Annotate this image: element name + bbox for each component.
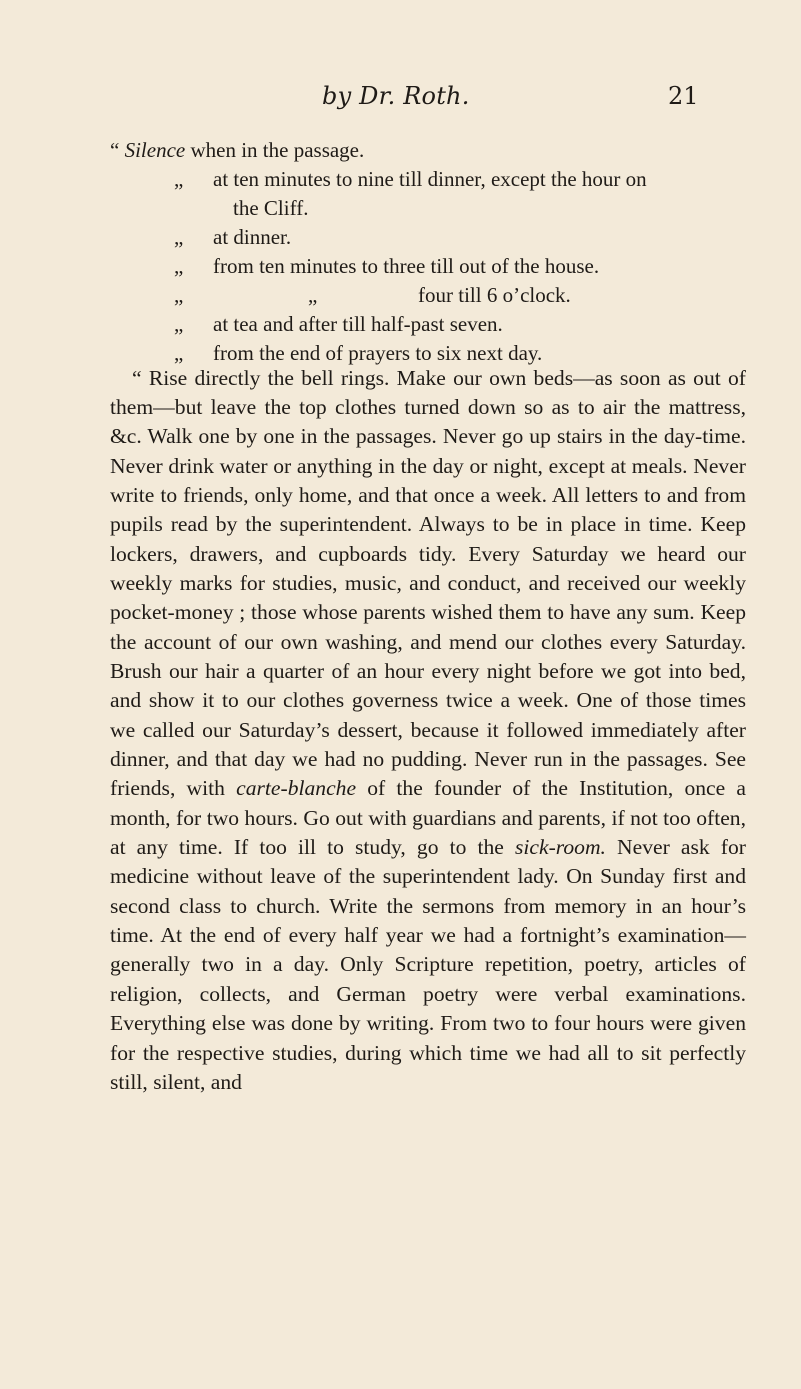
paragraph-text: Rise directly the bell rings. Make our own beds—as soon as out of them—but leave the top clothes turned down so as to air the mattress, &c. Walk one by one in the passages. Never go up stairs in the day-time. Never drink water or anything in the day or night, except at meals. Never write to friends, only home, and that once a week. All letters to and from pupils read by the superintendent. Always to be in place in time. Keep lockers, drawers, and cupboards tidy. Every Saturday we heard our weekly marks for studies, music, and conduct, and received our weekly pocket-money ; those whose parents wished them to have any sum. Keep the account of our own washing, and mend our clothes every Saturday. Brush our hair a quarter of an hour every night before we got into bed, and show it to our clothes governess twice a week. One of those times we called our Saturday’s dessert, because it followed immediately after dinner, and that day we had no pudding. Never run in the passages. See friends, with — [110, 365, 746, 801]
ditto-mark: „ — [174, 341, 184, 365]
rule-line — [110, 281, 750, 310]
opening-quote: “ — [110, 138, 120, 162]
rule-text: at ten minutes to nine till dinner, except the hour on — [213, 167, 647, 191]
rule-text: from the end of prayers to six next day. — [213, 341, 543, 365]
ditto-mark: „ — [174, 283, 184, 307]
paragraph-text: Never ask for medicine without leave of the superintendent lady. On Sunday first and second class to church. Write the sermons from memory in an hour’s time. At the end of every half year we had a fortnight’s examination—generally two in a day. Only Scripture repetition, poetry, articles of religion, collects, and German poetry were verbal examinations. Everything else was done by writing. From two to four hours were given for the respective studies, during which time we had all to sit perfectly still, silent, and — [110, 835, 746, 1094]
ditto-mark: „ — [174, 225, 184, 249]
rule-heading-rest: when in the passage. — [185, 138, 365, 162]
ditto-mark: „ — [308, 283, 318, 307]
rule-line — [110, 310, 750, 339]
rule-text: four till 6 o’clock. — [418, 283, 571, 307]
rule-text: at tea and after till half-past seven. — [213, 312, 503, 336]
ditto-mark: „ — [174, 167, 184, 191]
page-number: 21 — [668, 82, 699, 110]
rule-text: from ten minutes to three till out of the house. — [213, 254, 600, 278]
paragraph-text: of the founder of the Institution, once a month, for two hours. Go out with guardians and parents, if not too often, at any time. If too ill to study, go to the — [110, 776, 746, 860]
rule-text: at dinner. — [213, 225, 292, 249]
rule-line — [110, 223, 750, 252]
rule-line — [110, 165, 750, 194]
italic-term: carte-blanche — [236, 776, 357, 801]
ditto-mark: „ — [174, 254, 184, 278]
silence-rules-list — [110, 136, 750, 368]
rule-heading — [110, 136, 364, 165]
running-head: by Dr. Roth. — [322, 82, 470, 110]
rule-line-silence — [110, 136, 750, 165]
page-header — [0, 82, 801, 112]
italic-term: sick-room. — [515, 835, 606, 860]
rule-line — [110, 194, 750, 223]
rules-paragraph — [110, 364, 746, 1098]
rule-text: the Cliff. — [233, 196, 309, 220]
opening-quote: “ — [132, 365, 142, 390]
ditto-mark: „ — [174, 312, 184, 336]
silence-word: Silence — [124, 138, 186, 162]
rule-line — [110, 252, 750, 281]
